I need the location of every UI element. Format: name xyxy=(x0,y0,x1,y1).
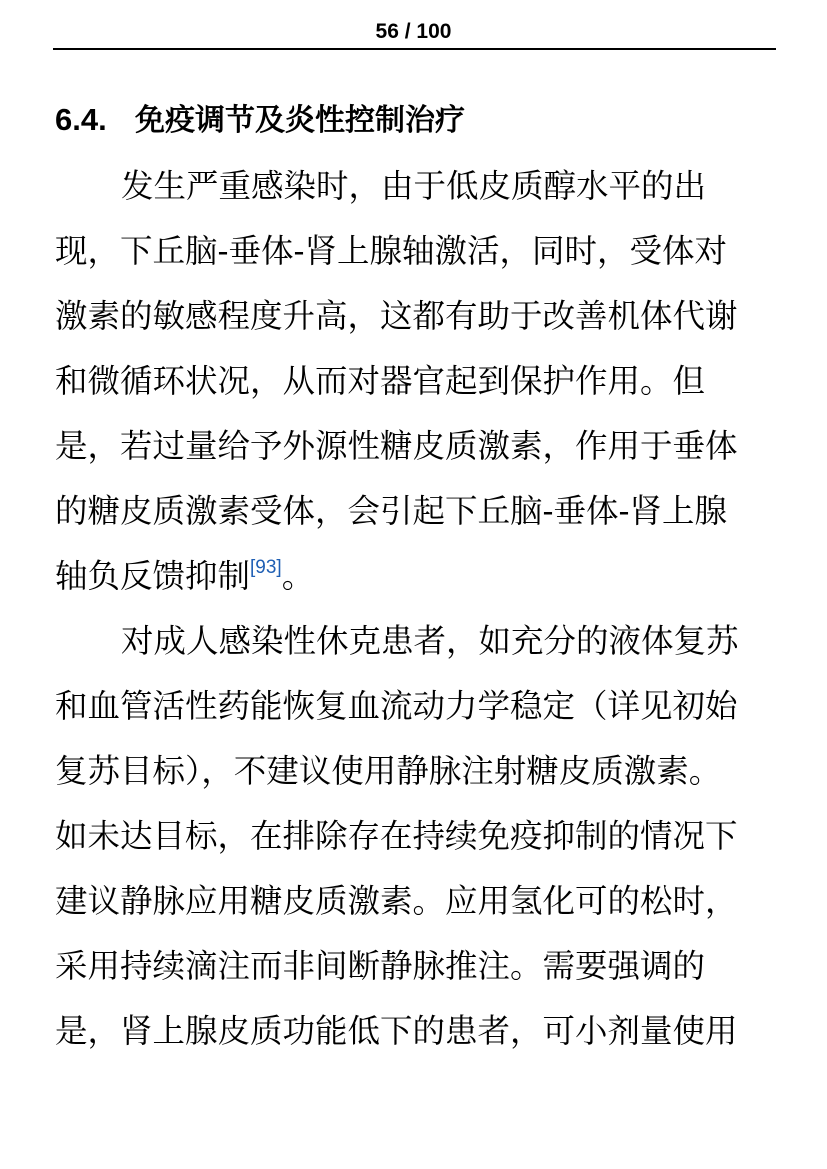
paragraph-1-line-6: 的糖皮质激素受体，会引起下丘脑-垂体-肾上腺 xyxy=(55,492,727,530)
paragraph-1-line-1: 发生严重感染时，由于低皮质醇水平的出 xyxy=(121,167,707,205)
paragraph-1-end-mark: 。 xyxy=(281,557,315,595)
paragraph-2-line-2: 和血管活性药能恢复血流动力学稳定（详见初始 xyxy=(55,687,738,725)
paragraph-1-line-3: 激素的敏感程度升高，这都有助于改善机体代谢 xyxy=(55,297,738,335)
header-rule xyxy=(53,48,776,50)
paragraph-1-line-4: 和微循环状况，从而对器官起到保护作用。但 xyxy=(55,362,706,400)
section-title: 免疫调节及炎性控制治疗 xyxy=(135,103,465,138)
paragraph-2-line-1: 对成人感染性休克患者，如充分的液体复苏 xyxy=(121,622,739,660)
section-number: 6.4. xyxy=(55,102,107,137)
paragraph-2-line-5: 建议静脉应用糖皮质激素。应用氢化可的松时， xyxy=(55,882,738,920)
paragraph-1-line-2: 现，下丘脑-垂体-肾上腺轴激活，同时，受体对 xyxy=(55,232,727,270)
paragraph-2-line-6: 采用持续滴注而非间断静脉推注。需要强调的 xyxy=(55,947,706,985)
paragraph-1-line-7 xyxy=(55,554,314,598)
paragraph-2-line-7: 是，肾上腺皮质功能低下的患者，可小剂量使用 xyxy=(55,1012,738,1050)
section-heading xyxy=(55,100,465,140)
paragraph-1-line-7-text: 轴负反馈抑制 xyxy=(55,557,251,595)
citation-link[interactable]: [93] xyxy=(250,557,282,578)
page-number: 56 / 100 xyxy=(375,20,452,43)
paragraph-2-line-3: 复苏目标），不建议使用静脉注射糖皮质激素。 xyxy=(55,752,722,790)
paragraph-2-line-4: 如未达目标，在排除存在持续免疫抑制的情况下 xyxy=(55,817,738,855)
paragraph-1-line-5: 是，若过量给予外源性糖皮质激素，作用于垂体 xyxy=(55,427,738,465)
